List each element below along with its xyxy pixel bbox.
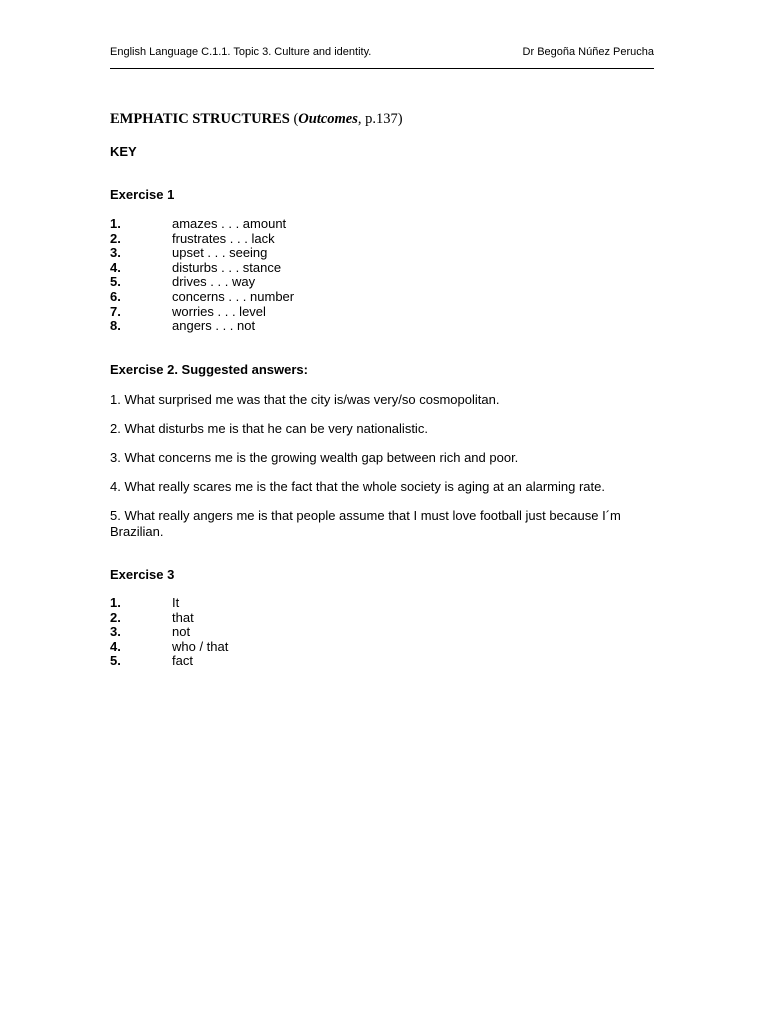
item-number: 1. [110, 595, 121, 610]
item-answer: not [172, 624, 191, 640]
exercise2-heading: Exercise 2. Suggested answers: [110, 362, 308, 377]
exercise2-answer-4: 4. What really scares me is the fact that the whole society is aging at an alarming rate. [110, 479, 605, 494]
item-number: 3. [110, 245, 121, 261]
item-answer: angers . . . not [172, 318, 256, 334]
item-number: 1. [110, 216, 121, 231]
item-answer: concerns . . . number [172, 288, 295, 304]
item-number: 4. [110, 259, 121, 275]
exercise2-answer-1: 1. What surprised me was that the city is/was very/so cosmopolitan. [110, 392, 500, 407]
item-answer: drives . . . way [172, 274, 256, 290]
header-divider [110, 68, 654, 69]
item-answer: amazes . . . amount [172, 216, 287, 231]
item-answer: who / that [172, 638, 229, 654]
title-open-paren: ( [289, 111, 299, 127]
page-header [110, 44, 654, 60]
item-answer: disturbs . . . stance [172, 259, 282, 275]
item-answer: worries . . . level [172, 303, 266, 319]
title-main: EMPHATIC STRUCTURES [110, 111, 290, 127]
title-book-name: Outcomes [298, 111, 358, 127]
item-number: 2. [110, 609, 121, 625]
exercise1-heading: Exercise 1 [110, 187, 175, 202]
item-answer: that [172, 609, 194, 625]
item-number: 5. [110, 274, 121, 290]
header-author: Dr Begoña Núñez Perucha [522, 46, 654, 58]
exercise2-answer-3: 3. What concerns me is the growing wealth gap between rich and poor. [110, 450, 519, 465]
exercise2-answer-2: 2. What disturbs me is that he can be very nationalistic. [110, 421, 428, 436]
item-number: 3. [110, 624, 121, 640]
item-number: 5. [110, 653, 121, 669]
item-answer: frustrates . . . lack [172, 230, 275, 246]
exercise3-heading: Exercise 3 [110, 567, 175, 582]
item-answer: upset . . . seeing [172, 245, 268, 261]
title-page-ref: , p.137) [357, 111, 403, 127]
item-number: 8. [110, 318, 121, 334]
header-course-title: English Language C.1.1. Topic 3. Culture and identity. [110, 46, 372, 58]
item-answer: fact [172, 653, 193, 669]
document-title [110, 110, 403, 128]
key-label: KEY [110, 144, 137, 159]
item-number: 4. [110, 638, 121, 654]
item-number: 6. [110, 288, 121, 304]
item-number: 7. [110, 303, 121, 319]
exercise2-answer-5: 5. What really angers me is that people assume that I must love football just because I´m Brazilian. [110, 508, 621, 539]
item-number: 2. [110, 230, 121, 246]
item-answer: It [172, 595, 180, 610]
